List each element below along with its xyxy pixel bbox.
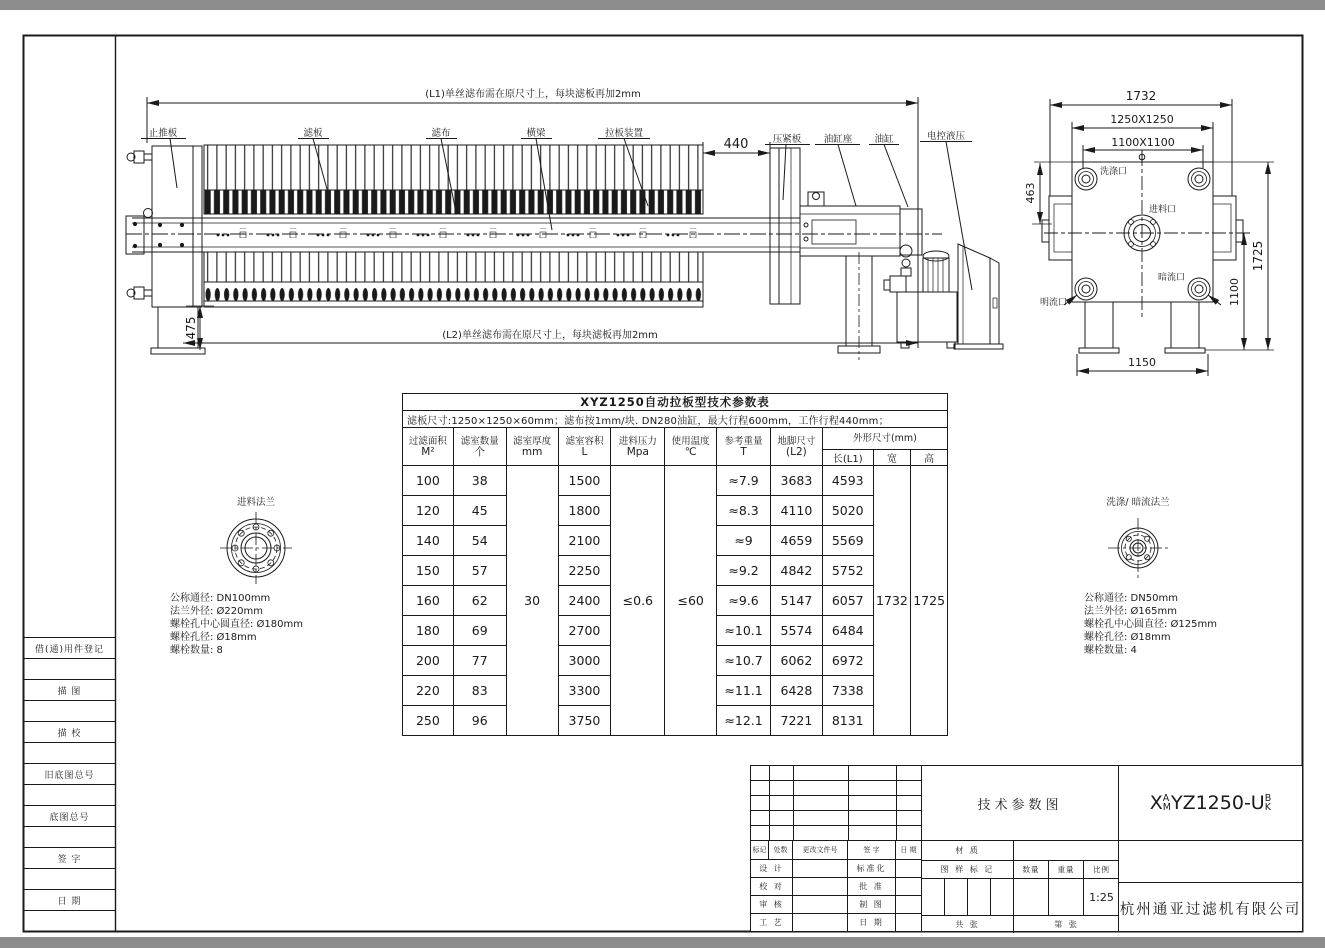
sign-label: 工 艺	[751, 914, 793, 931]
cell-chambers: 62	[453, 586, 506, 616]
cell-chambers: 77	[453, 646, 506, 676]
label-electro-hydraulic: 电控液压	[926, 131, 966, 142]
col-header-volume: 滤室容积 L	[558, 428, 611, 466]
revision-header-row	[751, 841, 921, 860]
label-wash-port: 洗涤口	[1100, 167, 1128, 177]
total-sheets-label: 共 张	[922, 916, 1014, 933]
cell-volume: 2250	[558, 556, 611, 586]
cell-weight: ≈12.1	[717, 706, 771, 736]
title-block-right	[1118, 766, 1302, 931]
cell-volume: 3750	[558, 706, 611, 736]
cell-chambers: 38	[453, 466, 506, 496]
sign-label: 校 对	[751, 878, 793, 895]
cell-weight: ≈9.6	[717, 586, 771, 616]
sign-row-check	[751, 878, 921, 896]
dwg-no-stack: A M	[1162, 792, 1171, 813]
margin-field-blank	[24, 659, 115, 680]
margin-field-blank	[24, 869, 115, 890]
sign-blank	[896, 914, 921, 931]
rev-col-label: 签 字	[848, 841, 896, 859]
sign-blank	[896, 896, 921, 913]
margin-field-blank	[24, 701, 115, 722]
sign-blank	[793, 896, 848, 913]
col-header-weight: 参考重量 T	[717, 428, 771, 466]
label-thrust-plate: 止推板	[148, 128, 178, 139]
label-plate-shifter: 拉板装置	[604, 128, 644, 139]
sign-blank	[793, 914, 848, 931]
margin-field-label: 底图总号	[24, 806, 115, 827]
margin-field-blank	[24, 827, 115, 848]
col-header-height: 高	[911, 450, 948, 466]
drawing-title: 技术参数图	[922, 766, 1118, 841]
cell-volume: 2700	[558, 616, 611, 646]
cell-weight: ≈11.1	[717, 676, 771, 706]
wash-flange-line: 螺栓数量: 4	[1084, 645, 1137, 656]
label-cylinder: 油缸	[874, 134, 894, 145]
dwg-no-stack: B K	[1264, 792, 1272, 813]
dim-1725: 1725	[1251, 240, 1265, 272]
col-header-thickness: 滤室厚度 mm	[506, 428, 558, 466]
label-cylinder-seat: 油缸座	[823, 134, 853, 145]
mark-cell	[968, 879, 991, 916]
col-header-chambers: 滤室数量 个	[453, 428, 506, 466]
weight-label: 重量	[1049, 861, 1084, 879]
dim-1100x1100: 1100X1100	[1111, 136, 1175, 149]
feed-flange-line: 螺栓孔径: Ø18mm	[170, 632, 257, 643]
feed-flange-title: 进料法兰	[236, 497, 276, 508]
left-margin-fields	[24, 637, 115, 931]
sign-row-design	[751, 860, 921, 878]
sign-row-craft	[751, 914, 921, 931]
cell-l1: 8131	[822, 706, 873, 736]
cell-l1: 6484	[822, 616, 873, 646]
feed-flange-detail	[220, 512, 292, 584]
sheet-no-label: 第 张	[1054, 920, 1079, 929]
title-block	[750, 765, 1303, 932]
margin-field-blank	[24, 911, 115, 932]
dim-1100: 1100	[1228, 278, 1241, 306]
dwg-no-part: YZ1250-U	[1170, 792, 1265, 814]
label-filter-plate: 滤板	[303, 128, 323, 139]
cell-chambers: 83	[453, 676, 506, 706]
cell-l2: 6062	[770, 646, 822, 676]
cell-volume: 1800	[558, 496, 611, 526]
cell-l1: 5020	[822, 496, 873, 526]
cell-volume: 1500	[558, 466, 611, 496]
dim-1150: 1150	[1128, 356, 1156, 369]
scale-value: 1:25	[1084, 879, 1119, 916]
weight-value	[1049, 879, 1084, 916]
wash-flange-line: 法兰外径: Ø165mm	[1084, 606, 1177, 617]
cell-l1: 5752	[822, 556, 873, 586]
margin-field-label: 描 图	[24, 680, 115, 701]
dim-1732: 1732	[1125, 89, 1157, 103]
cell-l1: 6057	[822, 586, 873, 616]
dim-l2-note: (L2)单丝滤布需在原尺寸上，每块滤板再加2mm	[442, 330, 658, 341]
feed-flange-line: 公称通径: DN100mm	[170, 593, 271, 604]
cell-l1: 6972	[822, 646, 873, 676]
title-block-blank	[1119, 841, 1302, 883]
sign-blank	[793, 860, 848, 877]
cell-l2: 6428	[770, 676, 822, 706]
sign-label: 设 计	[751, 860, 793, 877]
cell-area: 250	[403, 706, 454, 736]
col-header-l1: 长(L1)	[822, 450, 873, 466]
margin-field-label: 签 字	[24, 848, 115, 869]
col-header-width: 宽	[873, 450, 911, 466]
sign-blank	[896, 878, 921, 895]
cell-l2: 3683	[770, 466, 822, 496]
cell-l1: 4593	[822, 466, 873, 496]
cell-area: 180	[403, 616, 454, 646]
col-header-pressure: 进料压力 Mpa	[611, 428, 665, 466]
cell-l1: 5569	[822, 526, 873, 556]
table-spec-line: 滤板尺寸:1250×1250×60mm；滤布按1mm/块. DN280油缸，最大行程600mm，工作行程440mm；	[403, 411, 948, 428]
company-name: 杭州通亚过滤机有限公司	[1119, 901, 1302, 918]
cell-volume: 2400	[558, 586, 611, 616]
wash-flange-line: 公称通径: DN50mm	[1084, 593, 1178, 604]
cell-area: 120	[403, 496, 454, 526]
cell-volume: 3300	[558, 676, 611, 706]
cell-l2: 5147	[770, 586, 822, 616]
sign-blank	[896, 860, 921, 877]
table-title: XYZ1250自动拉板型技术参数表	[403, 394, 948, 411]
label-open-flow-port: 明流口	[1040, 298, 1068, 308]
dim-463: 463	[1024, 182, 1037, 204]
cell-weight: ≈10.1	[717, 616, 771, 646]
wash-flange-line: 螺栓孔径: Ø18mm	[1084, 632, 1171, 643]
drawing-number	[1119, 766, 1302, 841]
dim-440: 440	[723, 137, 749, 152]
label-dark-flow-port: 暗流口	[1158, 273, 1186, 283]
cell-width-merged: 1732	[873, 466, 911, 736]
cell-area: 160	[403, 586, 454, 616]
cell-weight: ≈10.7	[717, 646, 771, 676]
mark-cell	[945, 879, 968, 916]
wash-flange-title: 洗涤/ 暗流法兰	[1106, 497, 1170, 508]
dwg-no-part: X	[1149, 792, 1163, 814]
label-feed-port: 进料口	[1149, 205, 1177, 215]
label-beam: 横梁	[526, 128, 546, 139]
sign-row-audit	[751, 896, 921, 914]
cell-thickness-merged: 30	[506, 466, 558, 736]
col-header-area: 过滤面积 M²	[403, 428, 454, 466]
col-header-outline: 外形尺寸(mm)	[822, 428, 947, 450]
sign-label: 批 准	[848, 878, 896, 895]
wash-flange-line: 螺栓孔中心圆直径: Ø125mm	[1084, 619, 1217, 630]
material-value	[1014, 841, 1119, 861]
cell-l2: 4110	[770, 496, 822, 526]
cell-weight: ≈7.9	[717, 466, 771, 496]
dim-475: 475	[184, 316, 198, 340]
mark-cell	[922, 879, 945, 916]
margin-field-label: 旧底图总号	[24, 764, 115, 785]
sign-label: 制 图	[848, 896, 896, 913]
margin-field-blank	[24, 785, 115, 806]
cell-pressure-merged: ≤0.6	[611, 466, 665, 736]
material-label: 材 质	[922, 841, 1014, 861]
cell-area: 100	[403, 466, 454, 496]
margin-field-blank	[24, 743, 115, 764]
cell-chambers: 45	[453, 496, 506, 526]
feed-flange-line: 螺栓孔中心圆直径: Ø180mm	[170, 619, 303, 630]
feed-flange-line: 法兰外径: Ø220mm	[170, 606, 263, 617]
sign-label: 日 期	[848, 914, 896, 931]
cell-temperature-merged: ≤60	[665, 466, 717, 736]
cell-volume: 2100	[558, 526, 611, 556]
scale-label: 比例	[1084, 861, 1119, 879]
cell-l2: 4659	[770, 526, 822, 556]
cell-weight: ≈9.2	[717, 556, 771, 586]
sign-blank	[793, 878, 848, 895]
cell-height-merged: 1725	[911, 466, 948, 736]
label-press-plate: 压紧板	[772, 134, 802, 145]
cell-l2: 7221	[770, 706, 822, 736]
cell-weight: ≈8.3	[717, 496, 771, 526]
cell-area: 200	[403, 646, 454, 676]
qty-value	[1014, 879, 1049, 916]
side-view	[126, 97, 1003, 360]
mark-label: 图 样 标 记	[922, 861, 1014, 879]
cell-chambers: 57	[453, 556, 506, 586]
cell-chambers: 69	[453, 616, 506, 646]
parameters-table	[402, 393, 948, 736]
cell-chambers: 96	[453, 706, 506, 736]
sign-label: 标准化	[848, 860, 896, 877]
cell-l2: 5574	[770, 616, 822, 646]
margin-field-label: 描 校	[24, 722, 115, 743]
label-filter-cloth: 滤布	[431, 128, 451, 139]
cell-l2: 4842	[770, 556, 822, 586]
cell-area: 140	[403, 526, 454, 556]
cell-area: 150	[403, 556, 454, 586]
qty-label: 数量	[1014, 861, 1049, 879]
title-block-middle	[921, 766, 1118, 931]
mark-cell	[991, 879, 1014, 916]
rev-col-label: 标记	[751, 841, 769, 859]
cell-volume: 3000	[558, 646, 611, 676]
revision-grid	[751, 766, 921, 841]
table-row	[403, 466, 948, 496]
cell-chambers: 54	[453, 526, 506, 556]
rev-col-label: 更改文件号	[793, 841, 848, 859]
col-header-temperature: 使用温度 ℃	[665, 428, 717, 466]
cell-area: 220	[403, 676, 454, 706]
wash-flange-detail	[1108, 518, 1168, 578]
rev-col-label: 日 期	[900, 846, 917, 854]
cell-weight: ≈9	[717, 526, 771, 556]
margin-field-label: 借(通)用件登记	[24, 638, 115, 659]
sign-label: 审 核	[751, 896, 793, 913]
rev-col-label: 处数	[769, 841, 793, 859]
col-header-foot-l2: 地脚尺寸 (L2)	[770, 428, 822, 466]
margin-field-label: 日 期	[24, 890, 115, 911]
cell-l1: 7338	[822, 676, 873, 706]
feed-flange-line: 螺栓数量: 8	[170, 645, 223, 656]
dim-l1-note: (L1)单丝滤布需在原尺寸上，每块滤板再加2mm	[425, 89, 641, 100]
dim-1250x1250: 1250X1250	[1110, 113, 1174, 126]
